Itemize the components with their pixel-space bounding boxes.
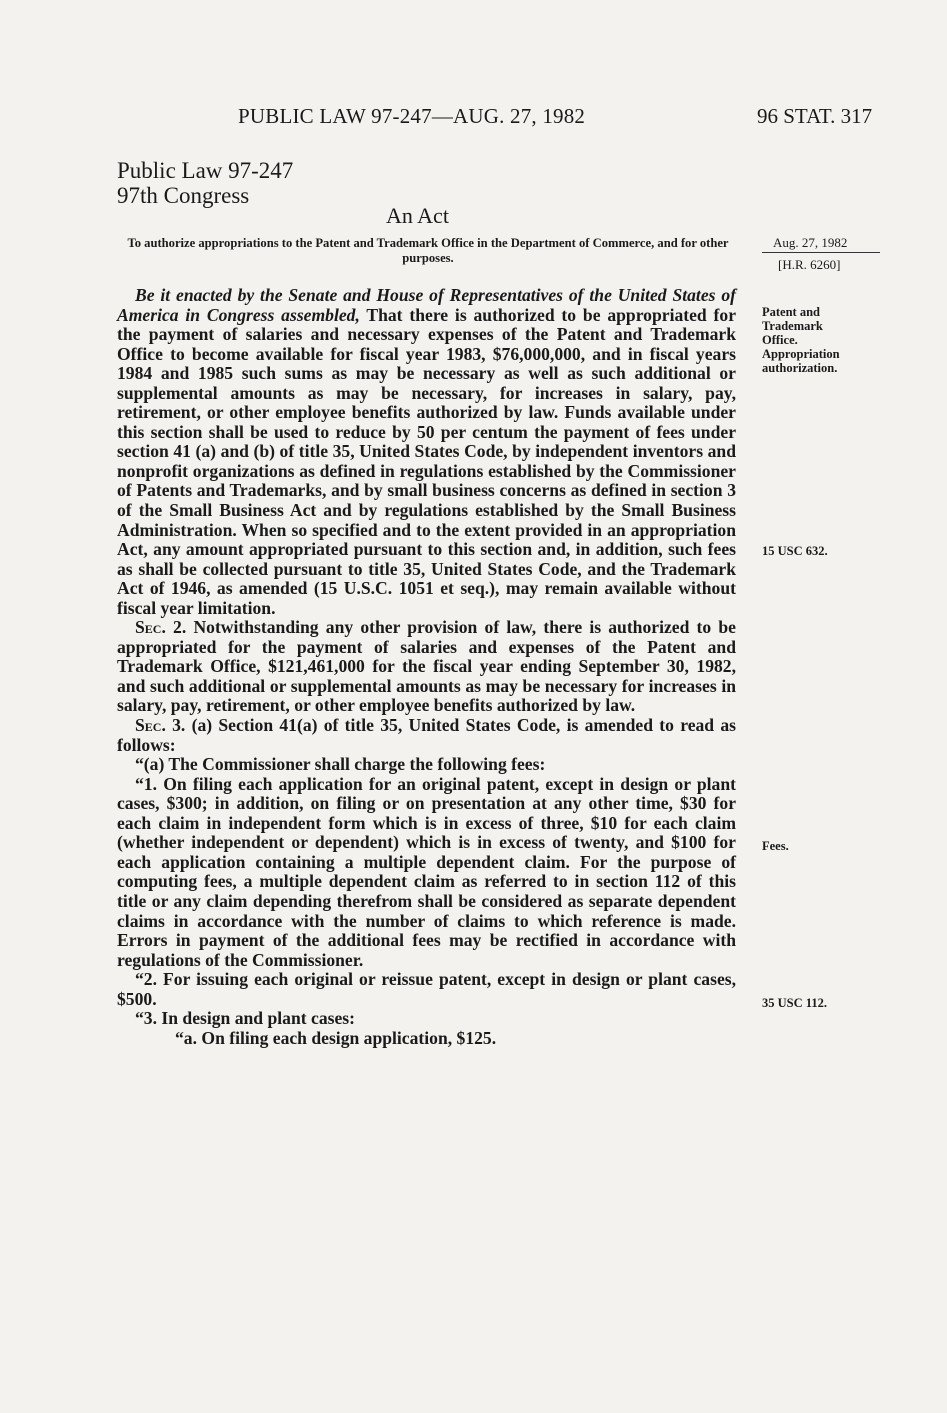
- fee-item-1: “1. On filing each application for an original patent, except in design or plant cases, $300; in addition, on filing or on presentation at any other time, $30 for each claim in independent form which is in excess of three, $10 for each claim (whether independent or dependent) which is in excess of twenty, and $100 for each application containing a multiple dependent claim. For the purpose of computing fees, a multiple dependent claim as referred to in section 112 of this title or any claim depending therefrom shall be considered as separate dependent claims in accordance with the number of claims to which reference is made. Errors in payment of the additional fees may be rectified in accordance with regulations of the Commissioner.: [117, 773, 736, 970]
- margin-note-line: Patent and: [762, 305, 820, 319]
- fee-item-3a: “a. On filing each design application, $125.: [175, 1027, 497, 1048]
- section-1: [117, 286, 736, 618]
- section-3-text: (a) Section 41(a) of title 35, United States Code, is amended to read as follows:: [117, 715, 736, 755]
- margin-note-appropriation: [762, 305, 840, 375]
- running-title: PUBLIC LAW 97-247—AUG. 27, 1982: [238, 104, 586, 128]
- margin-date: Aug. 27, 1982: [773, 235, 848, 250]
- section-2-label: Sec. 2.: [135, 617, 187, 638]
- section-1-text: That there is authorized to be appropriated for the payment of salaries and necessary expenses of the Patent and Trademark Office to become available for fiscal year 1983, $76,000,000, and in fiscal years 1984 and 1985 such sums as may be necessary as well as such additional or supplemental amounts as may be necessary, for increases in salary, pay, retirement, or other employee benefits authorized by law. Funds available under this section shall be used to reduce by 50 per centum the payment of fees under section 41 (a) and (b) of title 35, United States Code, by independent inventors and nonprofit organizations as defined in regulations established by the Commissioner of Patents and Trademarks, and by small business concerns as defined in section 3 of the Small Business Act and by regulations established by the Small Business Administration. When so specified and to the extent provided in an appropriation Act, any amount appropriated pursuant to this section and, in addition, such fees as shall be collected pursuant to title 35, United States Code, and the Trademark Act of 1946, as amended (15 U.S.C. 1051 et seq.), may remain available without fiscal year limitation.: [117, 304, 736, 618]
- act-heading: An Act: [386, 203, 449, 228]
- margin-note-15usc632: 15 USC 632.: [762, 544, 828, 558]
- margin-note-line: authorization.: [762, 361, 838, 375]
- section-3-label: Sec. 3.: [135, 715, 186, 736]
- enacting-clause: Be it enacted by the Senate and House of Representatives of the United States of America in Congress assembled,: [117, 285, 736, 325]
- margin-note-35usc112: 35 USC 112.: [762, 996, 827, 1010]
- law-body: [117, 286, 736, 1048]
- fee-item-3: “3. In design and plant cases:: [135, 1008, 355, 1029]
- margin-note-line: Appropriation: [762, 347, 840, 361]
- fee-item-2: “2. For issuing each original or reissue patent, except in design or plant cases, $500.: [117, 969, 736, 1009]
- congress-label: 97th Congress: [117, 183, 250, 208]
- section-3: [117, 716, 736, 755]
- margin-note-line: Trademark: [762, 319, 823, 333]
- stat-reference: 96 STAT. 317: [757, 104, 873, 128]
- public-law-number: Public Law 97-247: [117, 158, 294, 183]
- margin-note-fees: Fees.: [762, 839, 789, 853]
- margin-divider: [762, 252, 880, 253]
- margin-bill-number: [H.R. 6260]: [778, 257, 841, 272]
- section-2-text: Notwithstanding any other provision of law, there is authorized to be appropriated for the payment of salaries and expenses of the Patent and Trademark Office, $121,461,000 for the fiscal year ending September 30, 1982, and such additional or supplemental amounts as may be necessary for increases in salary, pay, retirement, or other employee benefits authorized by law.: [117, 617, 736, 716]
- fees-intro: “(a) The Commissioner shall charge the following fees:: [135, 754, 546, 775]
- margin-note-line: Office.: [762, 333, 798, 347]
- act-purpose: To authorize appropriations to the Patent and Trademark Office in the Department of Commerce, and for other purposes.: [127, 236, 729, 265]
- section-2: [117, 618, 736, 716]
